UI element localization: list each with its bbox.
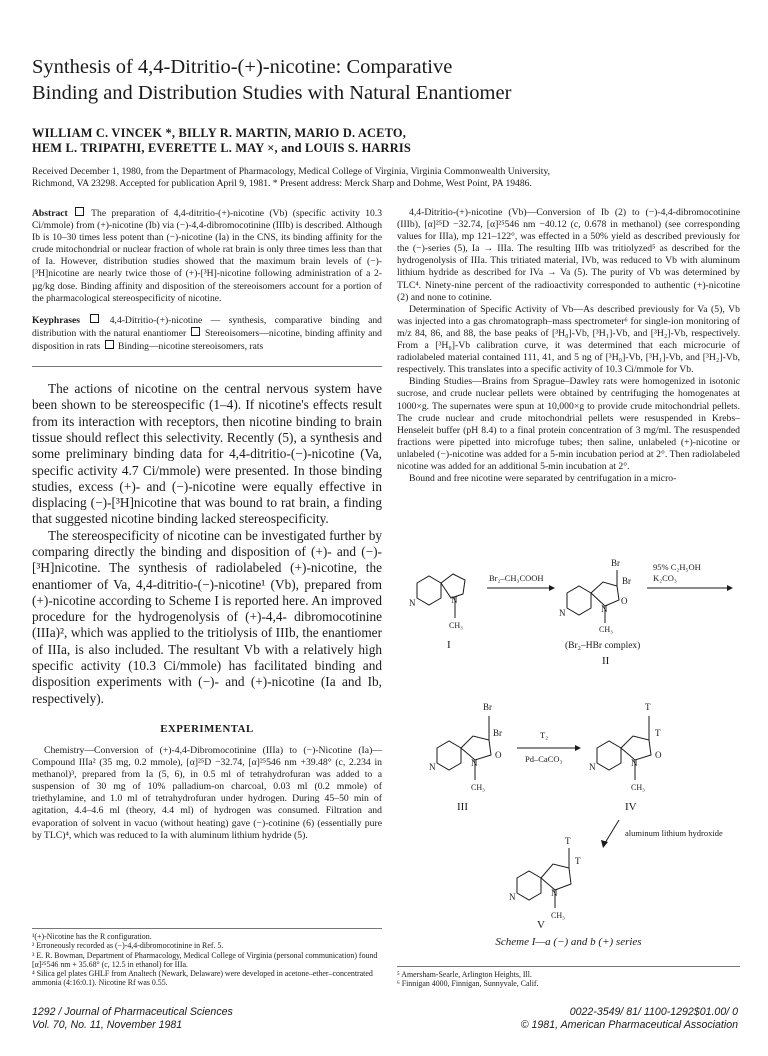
journal-volume: Vol. 70, No. 11, November 1981 [32, 1019, 183, 1031]
compound-V-structure [517, 848, 571, 908]
abstract-label: Abstract [32, 208, 68, 219]
methyl-group: CH₃ [471, 783, 485, 792]
keyphrase-2: Stereoisomers—nicotine, binding affinity and disposition in rats [32, 327, 382, 352]
right-paragraph-1: 4,4-Ditritio-(+)-nicotine (Vb)—Conversion of Ib (2) to (−)-4,4-dibromocotinine (IIIb), [α]²⁵D −32.74, [α]²⁵546 nm −40.12 (c, 0.678 in methanol) (see corresponding values for IIIa), mp 121–122°, was effected in a 50% yield as described previously for the (−)-series (5), Ia → IIIa. The resulting IIIb was tritiolyzed⁵ as described for the hydrogenolysis of IIIa. This tritiated material, IVb, was reduced to Vb with aluminum lithium hydride as described for IVa → Va (5). The purity of Vb was determined by TLC⁴. Ninety-nine percent of the radioactivity corresponded to authentic (+)-nicotine (2) and none to cotinine. [397, 207, 740, 303]
nitrogen-atom: N [409, 598, 416, 608]
footnote-6: ⁶ Finnigan 4000, Finnigan, Sunnyvale, Calif. [397, 979, 539, 989]
bromine-atom: Br [483, 702, 492, 712]
tritium-atom: T [565, 836, 571, 846]
methyl-group: CH₃ [599, 625, 613, 634]
nitrogen-atom: N [551, 888, 558, 898]
received-line-1: Received December 1, 1980, from the Department of Pharmacology, Medical College of Virginia, Virginia Commonwealth University, [32, 166, 551, 177]
journal-name: 1292 / Journal of Pharmaceutical Sciences [32, 1006, 233, 1018]
tritium-atom: T [575, 856, 581, 866]
intro-paragraph-1: The actions of nicotine on the central nervous system have been shown to be stereospecific (1–4). If nicotine's effects result from its interaction with receptors, then nicotine binding to brain tissue should reflect this selectivity. Recently (5), a synthesis and some preliminary binding data for 4,4-ditritio-(−)-nicotine (Va, specific activity 4.7 Ci/mmole) were presented. In those binding studies, excess (+)- and (−)-nicotine were equally effective in displacing (−)-[³H]nicotine that was bound to rat brain, a finding that suggested nicotine binding lacked stereospecificity. [32, 381, 382, 527]
issn-code: 0022-3549/ 81/ 1100-1292$01.00/ 0 [569, 1006, 738, 1018]
copyright-footer [521, 1006, 738, 1032]
label-II: II [602, 655, 610, 667]
arrow-head [549, 585, 555, 591]
label-V: V [537, 919, 545, 928]
title-line-1: Synthesis of 4,4-Ditritio-(+)-nicotine: Comparative [32, 56, 453, 78]
square-icon [191, 327, 200, 336]
copyright: © 1981, American Pharmaceutical Association [520, 1019, 738, 1031]
compound-III-structure [437, 716, 491, 780]
reagent-3a: T₂ [540, 730, 549, 740]
arrow-head [601, 840, 608, 848]
received-line-2: Richmond, VA 23298. Accepted for publication April 9, 1981. * Present address: Merck Sharp and Dohme, West Point, PA 19486. [32, 178, 532, 189]
compound-IV-structure [597, 716, 651, 780]
reaction-scheme [397, 548, 740, 928]
label-I: I [447, 639, 451, 651]
experimental-heading: EXPERIMENTAL [160, 722, 254, 735]
nitrogen-atom: N [451, 595, 458, 605]
divider [32, 366, 382, 367]
abstract [32, 207, 382, 305]
complex-label: (Br₂–HBr complex) [565, 641, 641, 651]
nitrogen-atom: N [429, 762, 436, 772]
oxygen-atom: O [621, 596, 628, 606]
keyphrase-1: 4,4-Ditritio-(+)-nicotine — synthesis, comparative binding and distribution with the natural enantiomer [32, 314, 382, 339]
reagent-3b: Pd–CaCO₃ [525, 754, 563, 764]
title-line-2: Binding and Distribution Studies with Natural Enantiomer [32, 82, 512, 104]
oxygen-atom: O [655, 750, 662, 760]
footnote-5: ⁵ Amersham-Searle, Arlington Heights, Ill. [397, 970, 532, 979]
footnote-4: ⁴ Silica gel plates GHLF from Analtech (Newark, Delaware) were developed in acetone–ether–concentrated ammonia (4:16:0.1). Nicotine Rf was 0.55. [32, 969, 373, 988]
reaction-arrow [605, 820, 619, 843]
reagent-2a: 95% C₂H₅OH [653, 562, 701, 572]
intro-paragraph-2: The stereospecificity of nicotine can be investigated further by comparing directly the binding and disposition of (+)- and (−)-[³H]nicotine. The synthesis of radiolabeled (+)-nicotine, the enantiomer of Va, 4,4-ditritio-(−)-nicotine¹ (Vb), prepared from (+)-nicotine according to Scheme I is reported here. An improved procedure for the hydrogenolysis of (+)-4,4- dibromocotinine (IIIa)², which was applied to the tritiolysis of IIIb, the enantiomer of IIIa, is also included. The resultant Vb with a relatively high specific activity (10.3 Ci/mmole) has facilitated binding and disposition experiments with (−)- and (+)-nicotine (Ia and Ib, respectively). [32, 527, 382, 706]
authors-line-2: HEM L. TRIPATHI, EVERETTE L. MAY ×, and LOUIS S. HARRIS [32, 141, 411, 155]
nitrogen-atom: N [589, 762, 596, 772]
square-icon [105, 340, 114, 349]
abstract-text: The preparation of 4,4-ditritio-(+)-nicotine (Vb) (specific activity 10.3 Ci/mmole) from (+)-nicotine (Ib) via (−)-4,4-dibromocotinine (IIIb) is described. Although Ib is 10–30 times less potent than (−)-nicotine (Ia) in the CNS, its binding affinity for the crude mitochondrial or nuclear fraction of whole rat brain is only three times less than that of Ia. However, distribution studies showed that the maximum brain levels of (−)-[³H]nicotine are nearly twice those of (+)-[³H]-nicotine following administration of a 2-µg/kg dose. Binding affinity and disposition of the stereoisomers account for a portion of the pharmacological stereospecificity of nicotine. [32, 208, 382, 304]
scheme-diagram [397, 548, 740, 928]
footnotes-right [397, 966, 740, 989]
arrow-head [575, 745, 581, 751]
author-list [32, 126, 732, 156]
compound-II-structure [567, 570, 619, 623]
footnote-2: ² Erroneously recorded as (−)-4,4-dibromocotinine in Ref. 5. [32, 941, 224, 951]
nitrogen-atom: N [601, 604, 608, 614]
keyphrase-3: Binding—nicotine stereoisomers, rats [118, 340, 264, 352]
label-IV: IV [625, 801, 637, 813]
tritium-atom: T [645, 702, 651, 712]
scheme-caption: Scheme I—a (−) and b (+) series [495, 936, 642, 948]
received-info [32, 166, 747, 190]
article-title [32, 54, 732, 106]
footnote-1: ¹(+)-Nicotine has the R configuration. [32, 932, 152, 941]
journal-footer [32, 1006, 233, 1032]
oxygen-atom: O [495, 750, 502, 760]
keyphrases-label: Keyphrases [32, 314, 80, 326]
methyl-group: CH₃ [449, 621, 463, 630]
chemistry-paragraph: Chemistry—Conversion of (+)-4,4-Dibromocotinine (IIIa) to (−)-Nicotine (Ia)—Compound IIIa² (35 mg, 0.2 mmole), [α]²⁵D −32.74, [α]²⁵546 nm +39.48° (c, 2.234 in methanol)³, prepared from Ia (5, 6), in 0.5 ml of tetrahydrofuran was added to a suspension of 30 mg of 10% palladium-on charcoal, 0.03 ml (0.2 mmole) of triethylamine, and 1.0 ml of tetrahydrofuran under hydrogen. During 45–50 min of agitation, 4.4–4.6 ml (theory, 4.4 ml) of hydrogen was consumed. Filtration and evaporation of solvent in vacuo (without heating) gave (−)-cotinine (6) (essentially pure by TLC)⁴, which was reduced to Ia with aluminum lithium hydride (5). [32, 744, 382, 841]
methyl-group: CH₃ [631, 783, 645, 792]
nitrogen-atom: N [631, 758, 638, 768]
authors-line-1: WILLIAM C. VINCEK *, BILLY R. MARTIN, MARIO D. ACETO, [32, 126, 407, 140]
nitrogen-atom: N [509, 892, 516, 902]
right-column [397, 207, 740, 485]
nitrogen-atom: N [471, 758, 478, 768]
compound-I-structure [417, 574, 465, 618]
reagent-1: Br₂–CH₃COOH [489, 573, 544, 583]
bromine-atom: Br [493, 728, 502, 738]
right-paragraph-4: Bound and free nicotine were separated by centrifugation in a micro- [409, 473, 677, 485]
tritium-atom: T [655, 728, 661, 738]
keyphrases [32, 314, 382, 353]
square-icon [75, 207, 84, 216]
reagent-4: aluminum lithium hydroxide [625, 828, 723, 838]
right-paragraph-3: Binding Studies—Brains from Sprague–Dawley rats were homogenized in isotonic sucrose, and crude nuclear pellets were obtained by centrifuging the homogenates at 1000×g. The supernates were spun at 10,000×g to provide crude mitochondrial pellets. The crude nuclear and crude mitochondrial pellets were resuspended in Krebs–Henseleit buffer (pH 8.4) to a final protein concentration of 3 mg/ml. The resuspended fractions were pipetted into microfuge tubes; then saline, unlabeled (+)-nicotine or unlabeled (−)-nicotine was added for a 5-min incubation period at 2°. Then radiolabeled nicotine was added for an additional 5-min incubation at 2°. [397, 376, 740, 472]
bromine-atom: Br [622, 576, 631, 586]
right-paragraph-2: Determination of Specific Activity of Vb—As described previously for Va (5), Vb was injected into a gas chromatograph–mass spectrometer⁶ for single-ion monitoring of m/z 84, 86, and 88, the base peaks of [³H₀]-Vb, [³H₁]-Vb, and [³H₂]-Vb, respectively. From a [³H₀]-Vb calibration curve, it was determined that each microcurie of radiolabeled material contained 111, 41, and 5 ng of [³H₀]-Vb, [³H₁]-Vb, and [³H₂]-Vb, respectively. This translates into a specific activity of 10.3 Ci/mmole for Vb. [397, 303, 740, 376]
bromine-atom: Br [611, 558, 620, 568]
arrow-head [727, 585, 733, 591]
square-icon [90, 314, 99, 323]
left-column [32, 207, 382, 842]
methyl-group: CH₃ [551, 911, 565, 920]
footnotes-left [32, 928, 382, 988]
label-III: III [457, 801, 468, 813]
nitrogen-atom: N [559, 608, 566, 618]
reagent-2b: K₂CO₃ [653, 573, 677, 583]
footnote-3: ³ E. R. Bowman, Department of Pharmacology, Medical College of Virginia (personal communication) found [α]²⁵546 nm + 35.68° (c, 12.5 in ethanol) for IIIa. [32, 950, 378, 969]
